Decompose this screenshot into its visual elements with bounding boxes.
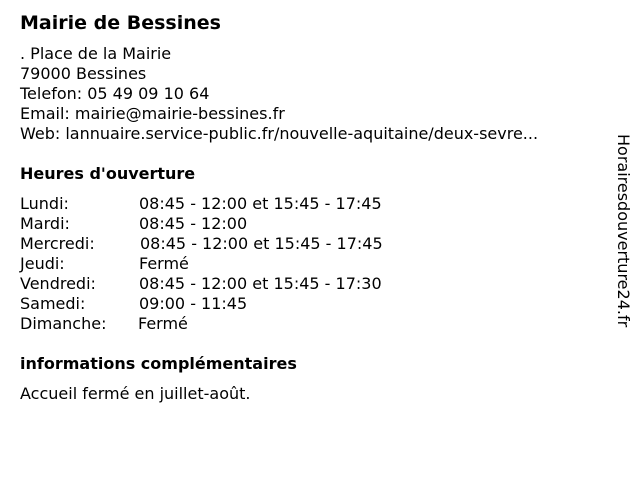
page-title: Mairie de Bessines: [20, 12, 221, 34]
brand-watermark: Horairesdouverture24.fr: [614, 134, 633, 328]
day-label: Vendredi:: [20, 274, 96, 293]
day-label: Mercredi:: [20, 234, 95, 253]
hours-heading: Heures d'ouverture: [20, 164, 196, 183]
day-label: Dimanche:: [20, 314, 107, 333]
day-label: Mardi:: [20, 214, 70, 233]
time-range: Fermé: [138, 314, 188, 333]
time-range: 08:45 - 12:00: [139, 214, 248, 233]
time-range: 08:45 - 12:00 et 15:45 - 17:30: [139, 274, 382, 293]
info-heading: informations complémentaires: [20, 354, 297, 373]
email-address: Email: mairie@mairie-bessines.fr: [20, 104, 285, 123]
info-note: Accueil fermé en juillet-août.: [20, 384, 251, 403]
address-block: [20, 44, 538, 144]
time-range: Fermé: [139, 254, 189, 273]
day-label: Jeudi:: [20, 254, 65, 273]
phone-number: Telefon: 05 49 09 10 64: [20, 84, 210, 103]
time-range: 09:00 - 11:45: [139, 294, 248, 313]
time-range: 08:45 - 12:00 et 15:45 - 17:45: [140, 234, 383, 253]
time-range: 08:45 - 12:00 et 15:45 - 17:45: [139, 194, 382, 213]
website-link: Web: lannuaire.service-public.fr/nouvelle-aquitaine/deux-sevre...: [20, 124, 539, 143]
day-label: Lundi:: [20, 194, 69, 213]
day-label: Samedi:: [20, 294, 86, 313]
street-address: . Place de la Mairie: [20, 44, 172, 63]
city-postcode: 79000 Bessines: [20, 64, 147, 83]
